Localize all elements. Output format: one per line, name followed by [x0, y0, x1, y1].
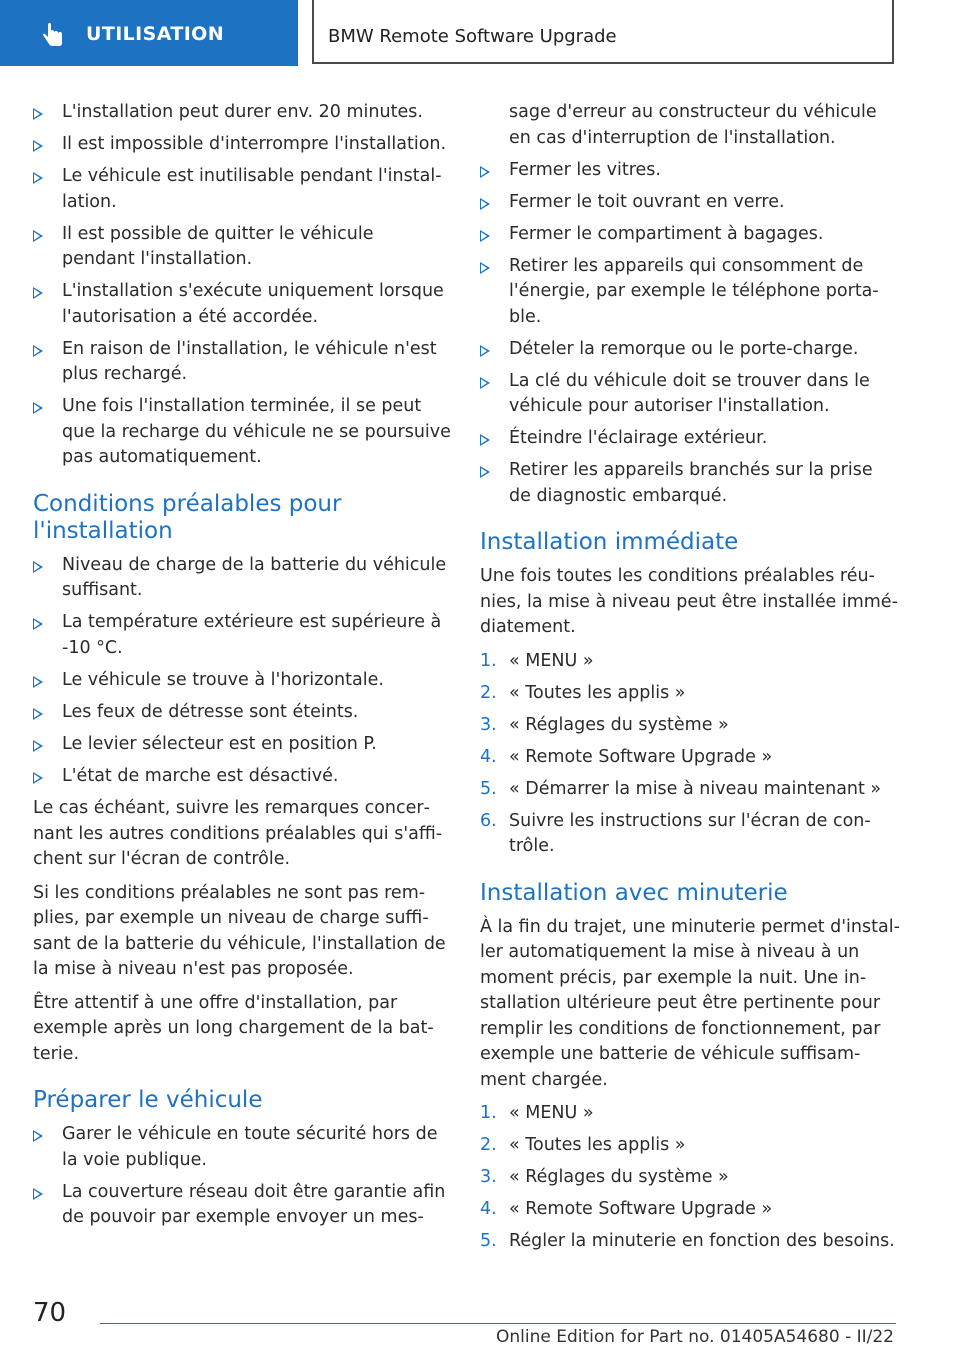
chapter-title: BMW Remote Software Upgrade — [328, 26, 617, 47]
triangle-bullet-icon — [480, 434, 490, 446]
immediate-steps-list — [480, 649, 900, 860]
section-title: UTILISATION — [86, 23, 225, 45]
chapter-tab[interactable] — [312, 0, 894, 64]
step-item: 5. « Démarrer la mise à niveau maintenant » — [480, 778, 882, 799]
prepare-vehicle-list — [33, 1122, 451, 1231]
triangle-bullet-icon — [33, 618, 43, 630]
list-item: Éteindre l'éclairage extérieur. — [480, 426, 900, 452]
triangle-bullet-icon — [33, 230, 43, 242]
right-column — [480, 100, 900, 1262]
left-column — [33, 100, 451, 1238]
step-item: 4. « Remote Software Upgrade » — [480, 1199, 773, 1219]
step-item: 3. « Réglages du système » — [480, 1167, 729, 1187]
section-tab[interactable] — [0, 0, 298, 66]
list-item: En raison de l'installation, le véhicule n'est plus rechargé. — [33, 337, 451, 388]
triangle-bullet-icon — [33, 676, 43, 688]
list-item: Fermer les vitres. — [480, 158, 900, 184]
list-item: La clé du véhicule doit se trouver dans le véhicule pour autoriser l'installation. — [480, 369, 900, 420]
triangle-bullet-icon — [33, 140, 43, 152]
triangle-bullet-icon — [33, 561, 43, 573]
continued-text: sage d'erreur au constructeur du véhicule en cas d'interruption de l'installation. — [509, 102, 877, 148]
paragraph: Une fois toutes les conditions préalables réu‐nies, la mise à niveau peut être installée immé‐diatement. — [480, 566, 898, 637]
prerequisites-list — [33, 553, 451, 790]
triangle-bullet-icon — [480, 345, 490, 357]
heading-timer-installation: Installation avec minuterie — [480, 879, 788, 906]
step-item: 3. « Réglages du système » — [480, 714, 729, 735]
triangle-bullet-icon — [480, 166, 490, 178]
list-item: L'installation peut durer env. 20 minutes. — [33, 100, 451, 126]
list-item: L'état de marche est désactivé. — [33, 764, 451, 790]
list-item: Une fois l'installation terminée, il se peut que la recharge du véhicule ne se poursuive pas automatiquement. — [33, 394, 451, 471]
triangle-bullet-icon — [33, 1188, 43, 1200]
paragraph: Le cas échéant, suivre les remarques concer‐nant les autres conditions préalables qui s'affi‐chent sur l'écran de contrôle. — [33, 798, 443, 869]
footer-edition: Online Edition for Part no. 01405A54680 - II/22 — [495, 1327, 894, 1347]
triangle-bullet-icon — [33, 402, 43, 414]
timer-steps-list — [480, 1101, 900, 1255]
list-item: La couverture réseau doit être garantie afin de pouvoir par exemple envoyer un mes‐ — [33, 1180, 451, 1231]
step-item: 2. « Toutes les applis » — [480, 682, 686, 703]
paragraph: À la fin du trajet, une minuterie permet d'instal‐ler automatiquement la mise à niveau à un moment précis, par exemple la nuit. Une in‐stallation ultérieure peut être pertinente pour remplir les conditions de fonctionnement, par exemple une batterie de véhicule suffisam‐ment chargée. — [480, 916, 900, 1090]
step-item: 1. « MENU » — [480, 650, 594, 671]
triangle-bullet-icon — [480, 466, 490, 478]
list-item: Dételer la remorque ou le porte-charge. — [480, 337, 900, 363]
heading-prerequisites: Conditions préalables pour l'installation — [33, 490, 342, 544]
list-item: L'installation s'exécute uniquement lorsque l'autorisation a été accordée. — [33, 279, 451, 330]
heading-prepare-vehicle: Préparer le véhicule — [33, 1087, 263, 1113]
step-item: 6. Suivre les instructions sur l'écran de con‐trôle. — [480, 810, 871, 856]
hand-pointer-icon — [40, 22, 66, 48]
list-item: Le véhicule est inutilisable pendant l'instal‐lation. — [33, 164, 451, 215]
page-number: 70 — [33, 1298, 67, 1328]
paragraph: Si les conditions préalables ne sont pas rem‐plies, par exemple un niveau de charge suffi‐sant de la batterie du véhicule, l'installation de la mise à niveau n'est pas proposée. — [33, 882, 446, 979]
list-item: Garer le véhicule en toute sécurité hors de la voie publique. — [33, 1122, 451, 1173]
prepare-vehicle-list-continued — [480, 158, 900, 510]
list-item: La température extérieure est supérieure à -10 °C. — [33, 610, 451, 661]
list-item: Niveau de charge de la batterie du véhicule suffisant. — [33, 553, 451, 604]
step-item: 4. « Remote Software Upgrade » — [480, 746, 773, 767]
list-item: Retirer les appareils branchés sur la prise de diagnostic embarqué. — [480, 458, 900, 509]
list-item: Les feux de détresse sont éteints. — [33, 700, 451, 726]
triangle-bullet-icon — [480, 198, 490, 210]
triangle-bullet-icon — [480, 377, 490, 389]
triangle-bullet-icon — [33, 772, 43, 784]
step-item: 5. Régler la minuterie en fonction des besoins. — [480, 1231, 895, 1251]
list-item: Il est impossible d'interrompre l'installation. — [33, 132, 451, 158]
footer-divider — [100, 1323, 896, 1324]
list-item: Il est possible de quitter le véhicule pendant l'installation. — [33, 222, 451, 273]
triangle-bullet-icon — [33, 172, 43, 184]
triangle-bullet-icon — [33, 1130, 43, 1142]
paragraph: Être attentif à une offre d'installation, par exemple après un long chargement de la bat‐terie. — [33, 992, 434, 1064]
installation-notes-list — [33, 100, 451, 471]
list-item: Le véhicule se trouve à l'horizontale. — [33, 668, 451, 694]
triangle-bullet-icon — [480, 262, 490, 274]
triangle-bullet-icon — [33, 740, 43, 752]
triangle-bullet-icon — [480, 230, 490, 242]
list-item: Fermer le toit ouvrant en verre. — [480, 190, 900, 216]
triangle-bullet-icon — [33, 345, 43, 357]
list-item: Le levier sélecteur est en position P. — [33, 732, 451, 758]
list-item: Retirer les appareils qui consomment de l'énergie, par exemple le téléphone porta‐ble. — [480, 254, 900, 331]
heading-immediate-installation: Installation immédiate — [480, 529, 739, 555]
triangle-bullet-icon — [33, 108, 43, 120]
triangle-bullet-icon — [33, 287, 43, 299]
step-item: 2. « Toutes les applis » — [480, 1135, 686, 1155]
triangle-bullet-icon — [33, 708, 43, 720]
list-item: Fermer le compartiment à bagages. — [480, 222, 900, 248]
step-item: 1. « MENU » — [480, 1103, 594, 1123]
